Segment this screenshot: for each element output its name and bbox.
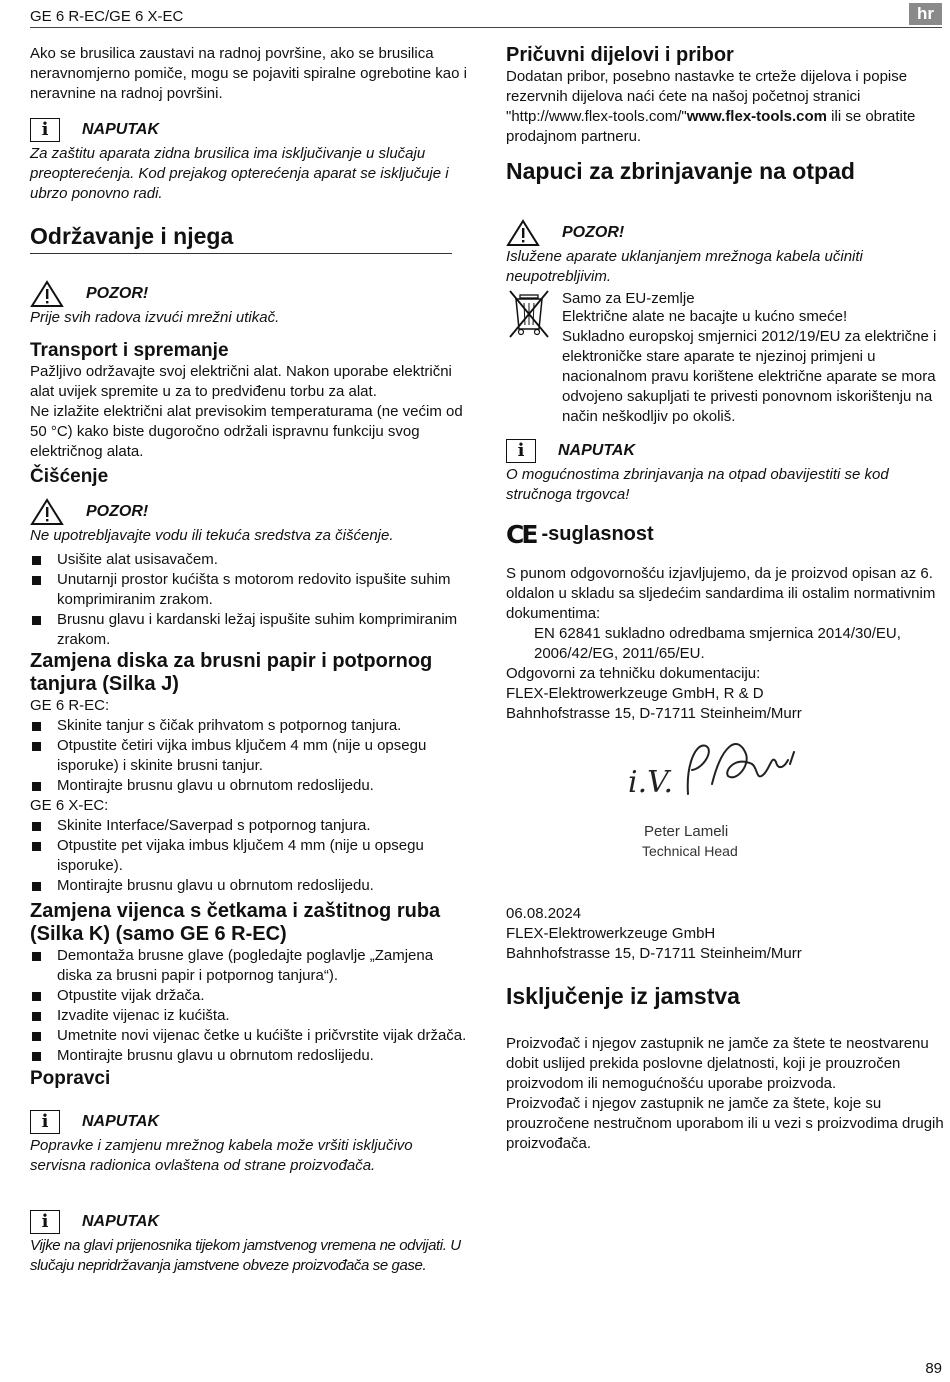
list-item: Umetnite novi vijenac četke u kućište i pričvrstite vijak držača. — [30, 1026, 472, 1046]
list-item: Montirajte brusnu glavu u obrnutom redoslijedu. — [30, 776, 472, 796]
warning-1-text: Prije svih radova izvući mrežni utikač. — [30, 309, 280, 326]
list-item: Izvadite vijenac iz kućišta. — [30, 1006, 472, 1026]
header-divider — [30, 27, 942, 28]
warning-3-text: Islužene aparate uklanjanjem mrežnoga kabela učiniti neupotrebljivim. — [506, 248, 863, 285]
declaration-date: 06.08.2024 — [506, 905, 582, 922]
warning-triangle-icon — [506, 219, 540, 247]
ce-mark-icon: CE — [506, 519, 536, 549]
signature-title: Technical Head — [642, 843, 738, 859]
note-4-header — [506, 437, 948, 465]
warning-label: POZOR! — [86, 503, 149, 520]
info-icon: i — [30, 118, 60, 142]
list-item: Montirajte brusnu glavu u obrnutom redoslijedu. — [30, 876, 472, 896]
ce-heading: -suglasnost — [541, 523, 654, 545]
right-column — [506, 44, 948, 1154]
warning-triangle-icon — [30, 498, 64, 526]
disc-r-list — [30, 716, 472, 796]
list-item: Montirajte brusnu glavu u obrnutom redoslijedu. — [30, 1046, 472, 1066]
note-1-text: Za zaštitu aparata zidna brusilica ima isključivanje u slučaju preopterećenja. Kod prejakog opterećenja aparat se isključuje i ubrzo ponovno radi. — [30, 145, 449, 202]
info-icon: i — [30, 1210, 60, 1234]
warning-label: POZOR! — [562, 224, 625, 241]
warning-triangle-icon — [30, 280, 64, 308]
warning-1-header — [30, 280, 472, 308]
note-3-text: Vijke na glavi prijenosnika tijekom jamstvenog vremena ne odvijati. U slučaju nepridržavanja jamstvene obveze proizvođača se gase. — [30, 1237, 461, 1274]
list-item: Otpustite pet vijaka imbus ključem 4 mm (nije u opsegu isporuke). — [30, 836, 472, 876]
note-2-text: Popravke i zamjenu mrežnog kabela može vršiti isključivo servisna radionica ovlaštena od strane proizvođača. — [30, 1137, 413, 1174]
disc-x-label: GE 6 X-EC: — [30, 797, 109, 814]
signature-name: Peter Lameli — [644, 823, 729, 840]
warranty-text-2: Proizvođač i njegov zastupnik ne jamče za štete, koje su prouzročene nestručnom uporabom ili u vezi s proizvodima drugih proizvođača. — [506, 1095, 944, 1152]
list-item: Demontaža brusne glave (pogledajte poglavlje „Zamjena diska za brusni papir i potpornog tanjura“). — [30, 946, 472, 986]
note-4-text: O mogućnostima zbrinjavanja na otpad obavijestiti se kod stručnoga trgovca! — [506, 466, 889, 503]
info-icon: i — [30, 1110, 60, 1134]
left-column — [30, 44, 472, 1276]
disc-x-list — [30, 816, 472, 896]
list-item: Unutarnji prostor kućišta s motorom redovito ispušite suhim komprimiranim zrakom. — [30, 570, 472, 610]
page-number: 89 — [925, 1360, 942, 1377]
brush-heading: Zamjena vijenca s četkama i zaštitnog ruba (Silka K) (samo GE 6 R-EC) — [30, 900, 441, 945]
warranty-heading: Isključenje iz jamstva — [506, 983, 740, 1009]
parts-text — [506, 67, 948, 147]
brush-list — [30, 946, 472, 1066]
ce-heading-line — [506, 519, 948, 549]
address-2: Bahnhofstrasse 15, D-71711 Steinheim/Murr — [506, 945, 802, 962]
eu-text-1: Električne alate ne bacajte u kućno smeće! — [562, 308, 848, 325]
warning-label: POZOR! — [86, 285, 149, 302]
disc-heading: Zamjena diska za brusni papir i potpornog tanjura (Silka J) — [30, 650, 433, 695]
list-item: Skinite Interface/Saverpad s potpornog tanjura. — [30, 816, 472, 836]
transport-heading: Transport i spremanje — [30, 340, 229, 361]
signature-ivv: i.V. — [628, 765, 674, 800]
warning-3-header — [506, 219, 948, 247]
language-badge: hr — [909, 3, 942, 25]
maintenance-heading: Održavanje i njega — [30, 222, 452, 254]
warning-2-header — [30, 498, 472, 526]
list-item: Otpustite vijak držača. — [30, 986, 472, 1006]
note-label: NAPUTAK — [558, 442, 636, 459]
list-item: Brusnu glavu i kardanski ležaj ispušite suhim komprimiranim zrakom. — [30, 610, 472, 650]
warning-2-text: Ne upotrebljavajte vodu ili tekuća sredstva za čišćenje. — [30, 527, 394, 544]
note-label: NAPUTAK — [82, 1213, 160, 1230]
list-item: Usišite alat usisavačem. — [30, 550, 472, 570]
eu-only-text: Samo za EU-zemlje — [562, 290, 695, 307]
note-label: NAPUTAK — [82, 1113, 160, 1130]
disposal-heading: Napuci za zbrinjavanje na otpad — [506, 158, 855, 184]
crossed-bin-icon — [506, 287, 552, 339]
transport-text-2: Ne izlažite električni alat previsokim temperaturama (ne većim od 50 °C) kako biste dugoročno održali ispravnu funkciju svog električnog alata. — [30, 403, 463, 460]
note-2-header — [30, 1108, 472, 1136]
transport-text-1: Pažljivo održavajte svoj električni alat. Nakon uporabe električni alat uvijek spremite u za to predviđenu torbu za alat. — [30, 363, 452, 400]
parts-text-b: ili se obratite prodajnom partneru. — [506, 108, 916, 145]
ce-company: FLEX-Elektrowerkzeuge GmbH, R & D — [506, 685, 764, 702]
ce-resp: Odgovorni za tehničku dokumentaciju: — [506, 665, 761, 682]
list-item: Skinite tanjur s čičak prihvatom s potpornog tanjura. — [30, 716, 472, 736]
ce-norm: EN 62841 sukladno odredbama smjernica 2014/30/EU, 2006/42/EG, 2011/65/EU. — [534, 625, 901, 662]
disc-r-label: GE 6 R-EC: — [30, 697, 110, 714]
note-1-header — [30, 116, 472, 144]
note-3-header — [30, 1208, 472, 1236]
warranty-text-1: Proizvođač i njegov zastupnik ne jamče za štete te neostvarenu dobit uslijed prekida poslovne djelatnosti, koji je prouzročen proizvodom ili nemogućnošću uporabe proizvoda. — [506, 1035, 929, 1092]
parts-heading: Pričuvni dijelovi i pribor — [506, 44, 734, 66]
weee-body — [506, 307, 948, 427]
eu-text-2: Sukladno europskoj smjernici 2012/19/EU za električne i elektroničke stare aparate te njezinoj primjeni u nacionalnom pravu korištene električne aparate se mora odvojeno sakupljati te privesti ponovnom iskorištenju na način neškodljiv po okoliš. — [562, 328, 937, 425]
signature — [626, 724, 836, 864]
intro-paragraph: Ako se brusilica zaustavi na radnoj površine, ako se brusilica neravnomjerno pomiče, mogu se pojaviti spiralne ogrebotine kao i neravnine na radnoj površini. — [30, 45, 467, 102]
info-icon: i — [506, 439, 536, 463]
company-2: FLEX-Elektrowerkzeuge GmbH — [506, 925, 716, 942]
cleaning-list — [30, 550, 472, 650]
parts-text-a: Dodatan pribor, posebno nastavke te crteže dijelova i popise rezervnih dijelova naći ćete na našoj početnoj stranici "http://www.flex-tools.com/" — [506, 68, 908, 125]
cleaning-heading: Čišćenje — [30, 466, 109, 487]
ce-text: S punom odgovornošću izjavljujemo, da je proizvod opisan az 6. oldalon u skladu sa sljedećim sandardima ili ostalim normativnim dokumentima: — [506, 565, 936, 622]
note-label: NAPUTAK — [82, 121, 160, 138]
document-title: GE 6 R-EC/GE 6 X-EC — [30, 8, 184, 25]
ce-address: Bahnhofstrasse 15, D-71711 Steinheim/Murr — [506, 705, 802, 722]
list-item: Otpustite četiri vijka imbus ključem 4 mm (nije u opsegu isporuke) i skinite brusni tanjur. — [30, 736, 472, 776]
repair-heading: Popravci — [30, 1068, 111, 1089]
website-link[interactable]: www.flex-tools.com — [686, 108, 827, 125]
